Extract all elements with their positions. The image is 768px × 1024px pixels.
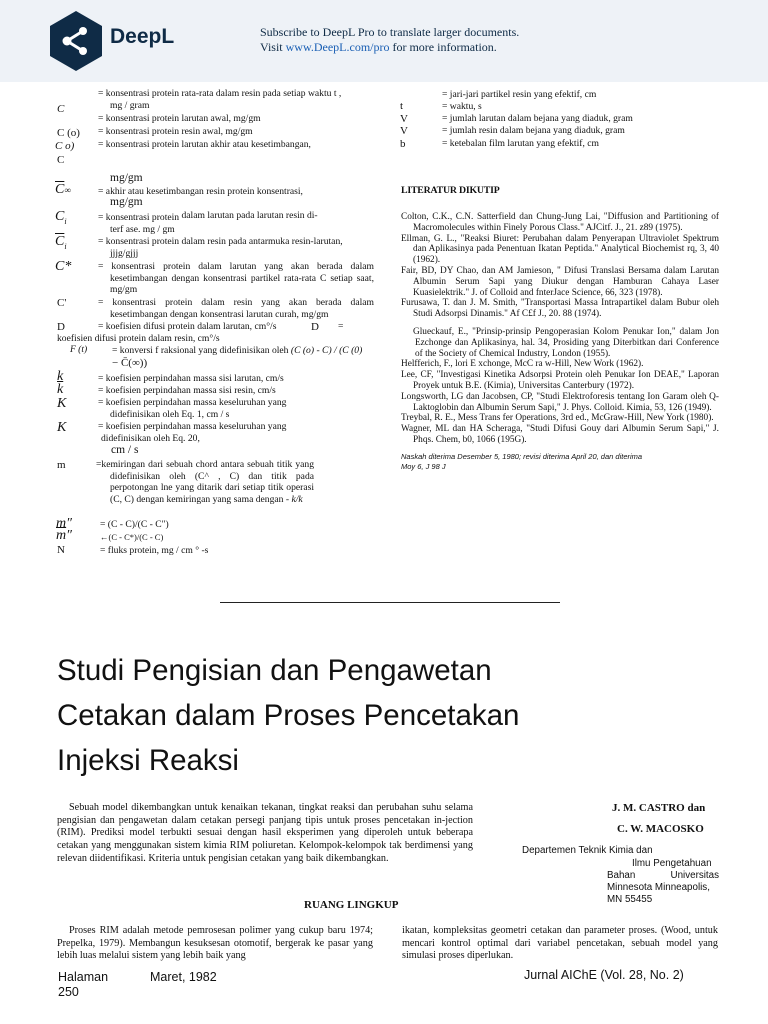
nomen-cinf-desc: = akhir atau kesetimbangan resin protein konsentrasi,: [98, 186, 303, 197]
affiliation-line-2: Ilmu Pengetahuan: [632, 858, 712, 869]
footer-page-label: Halaman: [58, 970, 109, 984]
nomen-ci-subscript: i: [64, 216, 67, 226]
nomen-right-desc-4: = ketebalan film larutan yang efektif, cm: [442, 138, 599, 149]
nomen-m3-symbol: $\overline{m}''$: [56, 528, 72, 543]
nomen-right-desc-2: = jumlah larutan dalam bejana yang diaduk, gram: [442, 113, 633, 124]
nomen-n-symbol: N: [57, 544, 65, 556]
nomen-cbar-desc: = konsentrasi protein dalam resin pada antarmuka resin-larutan,: [98, 236, 343, 247]
reference-item: Treybal, R. E., Mess Trans fer Operations, 3rd ed., McGraw-Hill, New York (1980).: [401, 413, 714, 424]
nomen-co-symbol: C o): [55, 140, 75, 152]
article-title-line-3: Injeksi Reaksi: [57, 744, 239, 777]
nomen-ci-desc-a: = konsentrasi protein: [98, 212, 180, 223]
nomen-right-desc-3: = jumlah resin dalam bejana yang diaduk, gram: [442, 125, 625, 136]
footer-date: Maret, 1982: [150, 970, 217, 984]
nomen-cbar-unit: jjjg/gjjj: [110, 248, 139, 259]
nomen-m2-symbol: m″: [56, 516, 72, 531]
abstract-paragraph: Sebuah model dikembangkan untuk kenaikan tekanan, tingkat reaksi dan perubahan suhu selama pengisian dan pengawetan dalam cetakan persegi panjang tipis untuk proses pencetakan in-jection (RIM). Prediksi model terbukti sesuai dengan hasil eksperimen yang diperoleh untuk beberapa cetakan yang menggunakan sistem kimia RIM poliuretan. Kelompok-kelompok tak berdimensi yang relevan diidentifikasi. Kriteria untuk pengisian cetakan yang baik dikembangkan.: [57, 802, 473, 864]
affiliation-line-3: Bahan Universitas: [607, 870, 719, 881]
affiliation-line-4: Minnesota Minneapolis,: [607, 882, 710, 893]
banner-visit-text: [260, 40, 497, 55]
nomen-K2-unit: cm / s: [111, 444, 139, 456]
nomen-ci-unit: terf ase. mg / gm: [110, 224, 175, 235]
nomen-cinf-symbol: $\overline{C}\infty$: [55, 182, 71, 197]
nomen-cbar-symbol: $\overline{C}_i$: [55, 234, 67, 251]
nomen-dbar-desc: koefisien difusi protein dalam resin, cm°/s: [57, 333, 220, 344]
affiliation-line-1: Departemen Teknik Kimia dan: [522, 845, 653, 856]
author-macosko: C. W. MACOSKO: [617, 823, 704, 835]
article-title: [57, 648, 519, 783]
nomen-right-symbol-1: t: [400, 100, 404, 112]
nomen-K2-symbol: K: [57, 420, 67, 435]
nomen-m-desc: [96, 459, 314, 505]
nomen-dbar-eq: =: [338, 321, 344, 332]
manuscript-note-2: Moy 6, J 98 J: [401, 461, 446, 471]
scope-column-left: Proses RIM adalah metode pemrosesan polimer yang cukup baru 1974; Prepelka, 1979). Membangun kesuksesan otomotif, bergerak ke pasar yang lebih luas melalui sistem yang lebih baik yang: [57, 925, 373, 962]
nomen-cf-desc: = konsentrasi protein larutan akhir atau kesetimbangan,: [98, 139, 311, 150]
nomen-c0-symbol: C (o): [57, 127, 80, 139]
nomen-d-symbol: D: [57, 321, 65, 333]
nomen-c-bare: C: [57, 154, 65, 166]
reference-item: Helfferich, F., lori E xchonge, McC ra w-Hill, New Work (1962).: [401, 359, 644, 370]
nomen-ci-desc-b: dalam larutan pada larutan resin di-: [181, 210, 318, 221]
reference-item: Ellman, G. L., "Reaksi Biuret: Perubahan dalam Penyerapan Ultraviolet Spektrum dan Aplikasinya pada Penentuan Ikatan Peptida." Analytical Biochemist rq, 3, 40 (1962).: [401, 233, 719, 266]
reference-item: Fair, BD, DY Chao, dan AM Jamieson, " Difusi Translasi Bersama dalam Larutan Albumin Serum Sapi yang Diukur dengan Hamburan Cahaya Laser Kuasielektrik." J. of Colloid and fnterJace Science, 66, 323 (1978).: [401, 265, 719, 298]
manuscript-note: Naskah diterima Desember 5, 1980; revisi diterima April 20, dan diterima: [401, 451, 643, 461]
nomen-c-symbol: C: [57, 103, 65, 115]
deepl-banner: [0, 0, 768, 82]
nomen-m-desc-text: =kemiringan dari sebuah chord antara sebuah titik yang didefinisikan oleh (C^ , C) dan titik pada perpotongan lne yang ditarik dari setiap titik operasi (C, C) dengan kemiringan yang sama dengan -: [96, 459, 314, 505]
deepl-brand-name: DeepL: [110, 25, 175, 48]
nomen-c-desc: = konsentrasi protein rata-rata dalam resin pada setiap waktu t ,: [98, 88, 342, 99]
nomen-K-desc: = koefisien perpindahan massa keseluruhan yang didefinisikan oleh Eq. 1, cm / s: [98, 397, 287, 420]
nomen-f-desc: [112, 345, 362, 357]
nomen-cprime-desc: = konsentrasi protein dalam resin yang akan berada dalam kesetimbangan dengan konsentrasi larutan curah, mg/gm: [98, 297, 374, 320]
article-title-line-2: Cetakan dalam Proses Pencetakan: [57, 699, 520, 732]
footer-page-number: 250: [58, 985, 79, 999]
nomen-dbar-symbol: D: [311, 321, 319, 333]
nomen-kbar-symbol: $\overline{k}$: [57, 382, 64, 397]
nomen-K2-desc: = koefisien perpindahan massa keseluruhan yang didefinisikan oleh Eq. 20,: [98, 421, 287, 444]
nomen-c0-desc: = konsentrasi protein larutan awal, mg/gm: [98, 113, 261, 124]
nomen-right-desc-0: = jari-jari partikel resin yang efektif, cm: [442, 89, 597, 100]
nomen-k-symbol: k: [57, 369, 64, 384]
footer-journal: Jurnal AIChE (Vol. 28, No. 2): [524, 968, 684, 982]
section-divider: [220, 602, 560, 603]
nomen-f-formula: (C (o) - C) / (C (0): [290, 345, 363, 356]
banner-subscribe-text: Subscribe to DeepL Pro to translate larger documents.: [260, 25, 520, 39]
nomen-right-symbol-2: V: [400, 113, 408, 125]
nomen-right-symbol-3: V: [400, 125, 408, 137]
nomen-cprime-symbol: C': [57, 297, 67, 309]
nomen-ci-desc: [98, 212, 318, 224]
nomen-ci-letter: C: [55, 209, 65, 224]
nomen-ci-symbol: [55, 209, 67, 226]
nomen-cinf-unit: mg/gm: [110, 196, 143, 208]
reference-item: Lee, CF, "Investigasi Kinetika Adsorpsi Protein oleh Penukar Ion DEAE," Laporan Proyek untuk B.E. (Kimia), Universitas Canterbury (1972).: [401, 370, 719, 391]
nomen-m3-desc: ←(C - C*)/(C - C): [100, 532, 164, 542]
nomen-cstar-symbol: C*: [55, 259, 72, 274]
nomen-m-symbol: m: [57, 459, 66, 471]
deepl-logo-icon: [50, 11, 102, 71]
banner-visit-prefix: Visit: [260, 40, 286, 54]
reference-item: Longsworth, LG dan Jacobsen, CP, "Studi Elektroforesis tentang Ion Garam oleh Q-Laktoglobin dan Albumin Serum Sapi," J. Phys. Colloid. Kimia, 53, 126 (1949).: [401, 391, 719, 413]
references-heading: LITERATUR DIKUTIP: [401, 185, 500, 196]
nomen-m2-desc: = (C - C)/(C - C"): [100, 519, 169, 530]
nomen-n-desc: = fluks protein, mg / cm ° -s: [100, 545, 209, 556]
scope-column-right: ikatan, kompleksitas geometri cetakan dan parameter proses. (Wood, untuk mencari kontrol optimal dari variabel pencetakan, sebuah model yang simulasi proses diperlukan.: [402, 925, 718, 962]
nomen-kbar-desc: = koefisien perpindahan massa sisi resin, cm/s: [98, 385, 276, 396]
nomen-right-desc-1: = waktu, s: [442, 101, 482, 112]
nomen-co-desc: = konsentrasi protein resin awal, mg/gm: [98, 126, 253, 137]
nomen-cstar-desc: = konsentrasi protein dalam larutan yang akan berada dalam kesetimbangan dengan konsentrasi partikel rata-rata C setiap saat, mg/gm: [98, 261, 374, 295]
nomen-K-symbol: K: [57, 396, 67, 411]
nomen-right-symbol-4: b: [400, 138, 406, 150]
reference-item: Glueckauf, E., "Prinsip-prinsip Pengoperasian Kolom Penukar Ion," dalam Jon Ezchonge dan Aplikasinya, hal. 34, Prosiding yang Diterbitkan dari Conference of the Society of Chemical Industry, London (1955).: [413, 326, 719, 359]
reference-item: Wagner, ML dan HA Scheraga, "Studi Difusi Gouy dari Albumin Serum Sapi," J. Phqs. Chem, b0, 1066 (195G).: [401, 424, 719, 445]
author-castro: J. M. CASTRO dan: [612, 802, 706, 814]
nomen-f-symbol: F (t): [70, 345, 88, 355]
nomen-f-formula-2: − C̄(∞)): [112, 357, 148, 369]
banner-visit-suffix: for more information.: [389, 40, 497, 54]
nomen-m-desc-end: k/k: [291, 493, 303, 505]
article-title-line-1: Studi Pengisian dan Pengawetan: [57, 654, 492, 687]
nomen-d-desc: = koefisien difusi protein dalam larutan, cm°/s: [98, 321, 277, 332]
nomen-c-unit: mg / gram: [110, 100, 150, 111]
reference-item: Furusawa, T. dan J. M. Smith, "Transportasi Massa Intrapartikel dalam Bubur oleh Studi Adsorpsi Dinamis." Af C£f J., 20. 88 (1974).: [401, 298, 719, 320]
nomen-cf-unit: mg/gm: [110, 172, 143, 184]
nomen-k-desc: = koefisien perpindahan massa sisi larutan, cm/s: [98, 373, 284, 384]
nomen-f-desc-text: = konversi f raksional yang didefinisikan oleh: [112, 345, 289, 356]
reference-item: Colton, C.K., C.N. Satterfield dan Chung-Jung Lai, "Diffusion and Partitioning of Macromolecules within Finely Porous Class." AJCitf. J., 21. z89 (1975).: [401, 212, 719, 233]
deepl-pro-link[interactable]: www.DeepL.com/pro: [285, 40, 390, 54]
section-heading-scope: RUANG LINGKUP: [304, 899, 399, 911]
affiliation-line-5: MN 55455: [607, 894, 653, 905]
references-list: [401, 212, 719, 472]
